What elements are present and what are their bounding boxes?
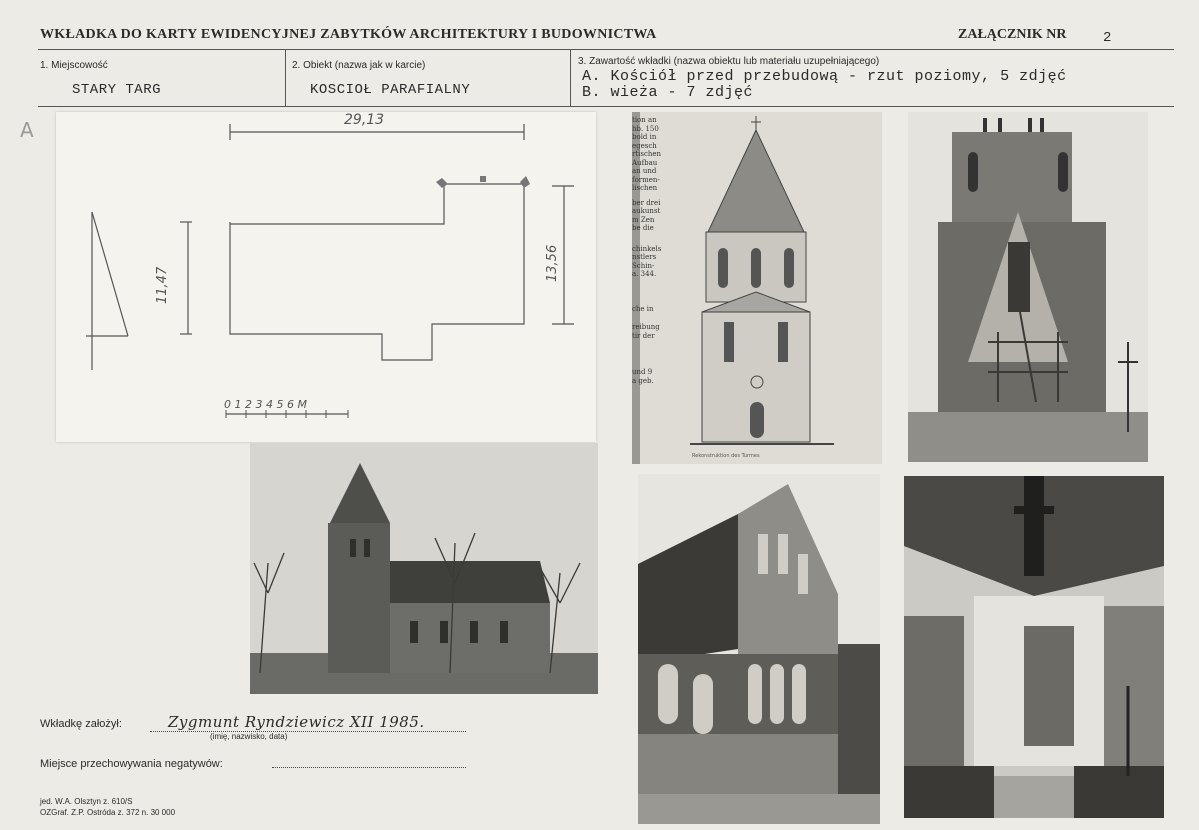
plan-left-dimension: 11,47 <box>155 266 170 304</box>
floor-plan-sheet <box>56 112 596 442</box>
plan-right-dimension: 13,56 <box>545 244 560 282</box>
founder-line <box>150 730 466 732</box>
field-divider-1 <box>285 49 286 106</box>
photo-tower-engraving <box>632 112 882 464</box>
content-line-a: A. Kościół przed przebudową - rzut poziomy, 5 zdjęć <box>582 68 1067 85</box>
plan-width-dimension: 29,13 <box>344 112 385 128</box>
photo-gable-facade <box>638 474 880 824</box>
place-value: STARY TARG <box>72 82 162 98</box>
svg-text:Rekonstruktion des Turmes: Rekonstruktion des Turmes <box>692 453 760 459</box>
plan-scale-label: 0 1 2 3 4 5 6 M <box>224 398 307 411</box>
print-line-1: jed. W.A. Olsztyn z. 610/S <box>40 797 133 806</box>
storage-label: Miejsce przechowywania negatywów: <box>40 758 223 770</box>
fields-rule <box>38 106 1174 107</box>
object-value: KOSCIOŁ PARAFIALNY <box>310 82 471 98</box>
photo-tower-reconstruction <box>908 112 1148 462</box>
founder-value: Zygmunt Ryndziewicz XII 1985. <box>168 713 425 731</box>
content-line-b: B. wieża - 7 zdjęć <box>582 84 754 101</box>
engraving-margin-text: tion an hb. 150 bold in egesch rtischen Aufbau an und formen- lischen ber drei aukunst m Zen be die chinkels nstlers Schin- a. 344. che in reibung tir der und 9 a geb. <box>632 116 662 385</box>
header-rule <box>38 49 1174 50</box>
margin-letter: A <box>20 118 34 142</box>
founder-hint: (imię, nazwisko, data) <box>210 732 288 741</box>
annex-number: 2 <box>1103 30 1112 46</box>
photo-church-exterior <box>250 443 598 694</box>
object-label: 2. Obiekt (nazwa jak w karcie) <box>292 60 426 71</box>
photo-church-interior <box>904 476 1164 818</box>
form-title: WKŁADKA DO KARTY EWIDENCYJNEJ ZABYTKÓW ARCHITEKTURY I BUDOWNICTWA <box>40 27 657 42</box>
annex-label: ZAŁĄCZNIK NR <box>958 27 1067 42</box>
place-label: 1. Miejscowość <box>40 60 108 71</box>
print-line-2: OZGraf. Z.P. Ostróda z. 372 n. 30 000 <box>40 808 176 817</box>
floor-plan-drawing <box>56 112 596 442</box>
content-label: 3. Zawartość wkładki (nazwa obiektu lub materiału uzupełniającego) <box>578 56 880 67</box>
founder-label: Wkładkę założył: <box>40 718 122 730</box>
storage-line <box>272 766 466 768</box>
field-divider-2 <box>570 49 571 106</box>
